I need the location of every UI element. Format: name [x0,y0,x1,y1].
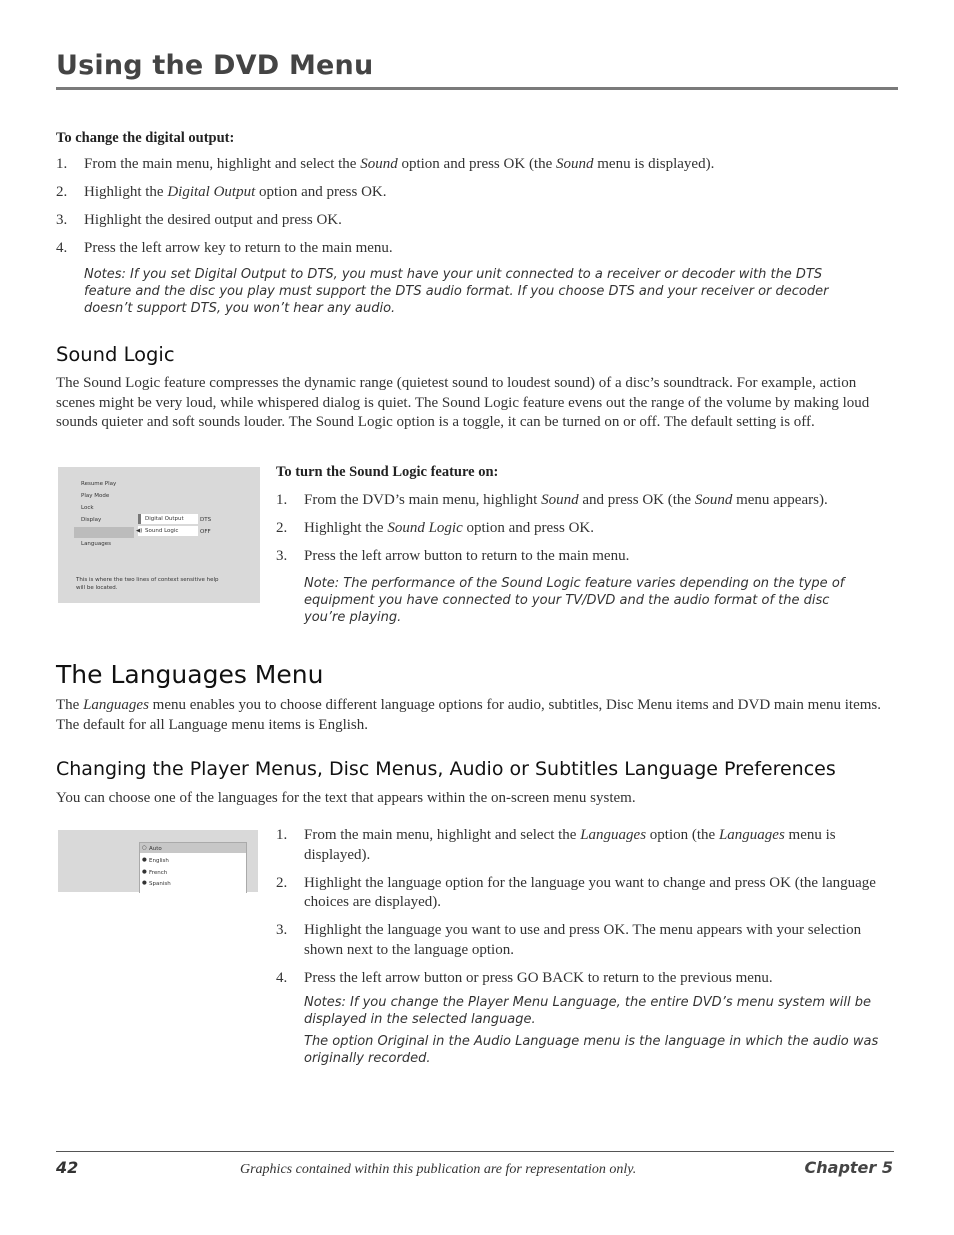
languages-menu-screenshot [58,830,258,892]
text-run: The [56,697,84,713]
chapter-label: Chapter 5 [804,1158,893,1177]
languages-intro [56,696,898,735]
text-run: Highlight the language you want to use and press OK. The menu appears with your selection shown next to the language option. [304,922,862,958]
italic-term: Sound [694,492,733,508]
step-item [276,519,898,539]
submenu-value: OFF [200,529,211,535]
language-option: French [149,870,168,876]
text-run: Highlight the [304,520,388,536]
submenu-value: DTS [200,517,212,523]
language-option: Auto [149,846,162,852]
digital-output-heading: To change the digital output: [56,130,235,146]
text-run: option (the [646,827,719,843]
digital-output-note: Notes: If you set Digital Output to DTS, you must have your unit connected to a receiver or decoder with the DTS feature and the disc you play must support the DTS audio format. If you choose DTS and your receiver or decoder doesn’t support DTS, you won’t hear any audio. [84,267,829,316]
languages-note-1: Notes: If you change the Player Menu Language, the entire DVD’s menu system will be displayed in the selected language. [304,995,871,1027]
text-run: option and press OK. [255,184,387,200]
italic-term: Sound [541,492,579,508]
step-item [56,211,898,231]
text-run: and press OK (the [578,492,695,508]
step-number: 3. [276,922,288,938]
help-text: This is where the two lines of context sensitive help [76,577,219,583]
footer-rule [56,1151,894,1152]
languages-heading: The Languages Menu [56,660,324,689]
step-number: 4. [276,969,288,986]
step-number: 3. [56,212,68,228]
text-run: Highlight the desired output and press OK. [84,212,342,228]
language-option: English [149,858,169,864]
text-run: menu is displayed). [304,827,836,863]
step-item [276,874,898,913]
help-text: will be located. [76,585,118,591]
text-run: From the main menu, highlight and select the [84,156,361,172]
sound-logic-turn-on-heading: To turn the Sound Logic feature on: [276,464,499,480]
menu-item: Lock [81,505,94,511]
page-number: 42 [56,1158,79,1177]
step-number: 2. [276,520,288,536]
step-item [56,155,898,175]
sound-logic-steps [276,491,898,575]
italic-term: Sound [360,156,398,172]
text-run: option and press OK. [462,520,594,536]
text-run: option and press OK (the [397,156,557,172]
menu-item: Languages [81,541,112,547]
text-run: From the DVD’s main menu, highlight [304,492,542,508]
submenu-row [138,514,198,524]
step-number: 1. [276,827,288,843]
sound-logic-description: The Sound Logic feature compresses the dynamic range (quietest sound to loudest sound) of a disc’s soundtrack. For example, action scenes might be very loud, while whispered dialog is quiet. The Sound Logic feature evens out the range of the volume by making loud sounds quieter and soft sounds louder. The Sound Logic option is a toggle, it can be turned on or off. The default setting is off. [56,375,870,430]
text-run: Press the left arrow button or press GO BACK to return to the previous menu. [304,969,773,986]
text-run: Press the left arrow key to return to the main menu. [84,240,393,256]
languages-subintro: You can choose one of the languages for the text that appears within the on-screen menu system. [56,790,636,806]
step-item [276,969,898,989]
menu-item: Display [81,517,102,523]
italic-term: Languages [83,697,149,713]
sound-menu-screenshot [58,467,260,603]
step-item [276,921,898,960]
page-title: Using the DVD Menu [56,50,374,81]
radio-empty-icon: ○ [142,845,147,851]
submenu-label: Sound Logic [145,528,179,534]
title-rule [56,87,898,90]
italic-term: Languages [580,827,647,843]
step-item [56,239,898,259]
italic-term: Languages [718,827,785,843]
languages-subheading: Changing the Player Menus, Disc Menus, Audio or Subtitles Language Preferences [56,758,836,780]
text-run: menu is displayed). [593,156,715,172]
submenu-row [138,526,198,536]
text-run: From the main menu, highlight and select the [304,827,581,843]
sound-logic-heading: Sound Logic [56,343,175,366]
text-run: Highlight the [84,184,168,200]
menu-item: Resume Play [81,481,117,487]
speaker-icon: ◀) [136,528,143,534]
step-number: 3. [276,548,288,564]
languages-steps [276,826,898,997]
step-item [56,183,898,203]
step-item [276,547,898,567]
menu-item: Play Mode [81,493,110,499]
languages-note-2: The option Original in the Audio Language menu is the language in which the audio was originally recorded. [304,1034,879,1066]
menu-highlight [74,527,134,538]
language-options-list [139,842,247,893]
radio-filled-icon: ● [142,880,147,886]
italic-term: Digital Output [167,184,256,200]
step-number: 2. [276,874,288,891]
sound-logic-note: Note: The performance of the Sound Logic feature varies depending on the type of equipment you have connected to your TV/DVD and the audio format of the disc you’re playing. [304,576,845,625]
text-run: Highlight the language option for the language you want to change and press OK (the language choices are displayed). [304,874,876,910]
text-run: menu enables you to choose different language options for audio, subtitles, Disc Menu items and DVD main menu items. The default for all Language menu items is English. [56,697,881,733]
italic-term: Sound [556,156,594,172]
footer-note: Graphics contained within this publication are for representation only. [240,1162,637,1177]
text-run: Press the left arrow button to return to the main menu. [304,548,630,564]
digital-output-steps [56,155,898,267]
step-number: 4. [56,240,68,256]
step-number: 2. [56,184,68,200]
radio-filled-icon: ● [142,869,147,875]
submenu-label: Digital Output [145,516,184,522]
text-run: menu appears). [732,492,828,508]
step-number: 1. [56,156,68,172]
step-item [276,491,898,511]
italic-term: Sound Logic [387,520,463,536]
step-number: 1. [276,492,288,508]
step-item [276,826,898,865]
language-option: Spanish [149,881,171,887]
radio-filled-icon: ● [142,857,147,863]
